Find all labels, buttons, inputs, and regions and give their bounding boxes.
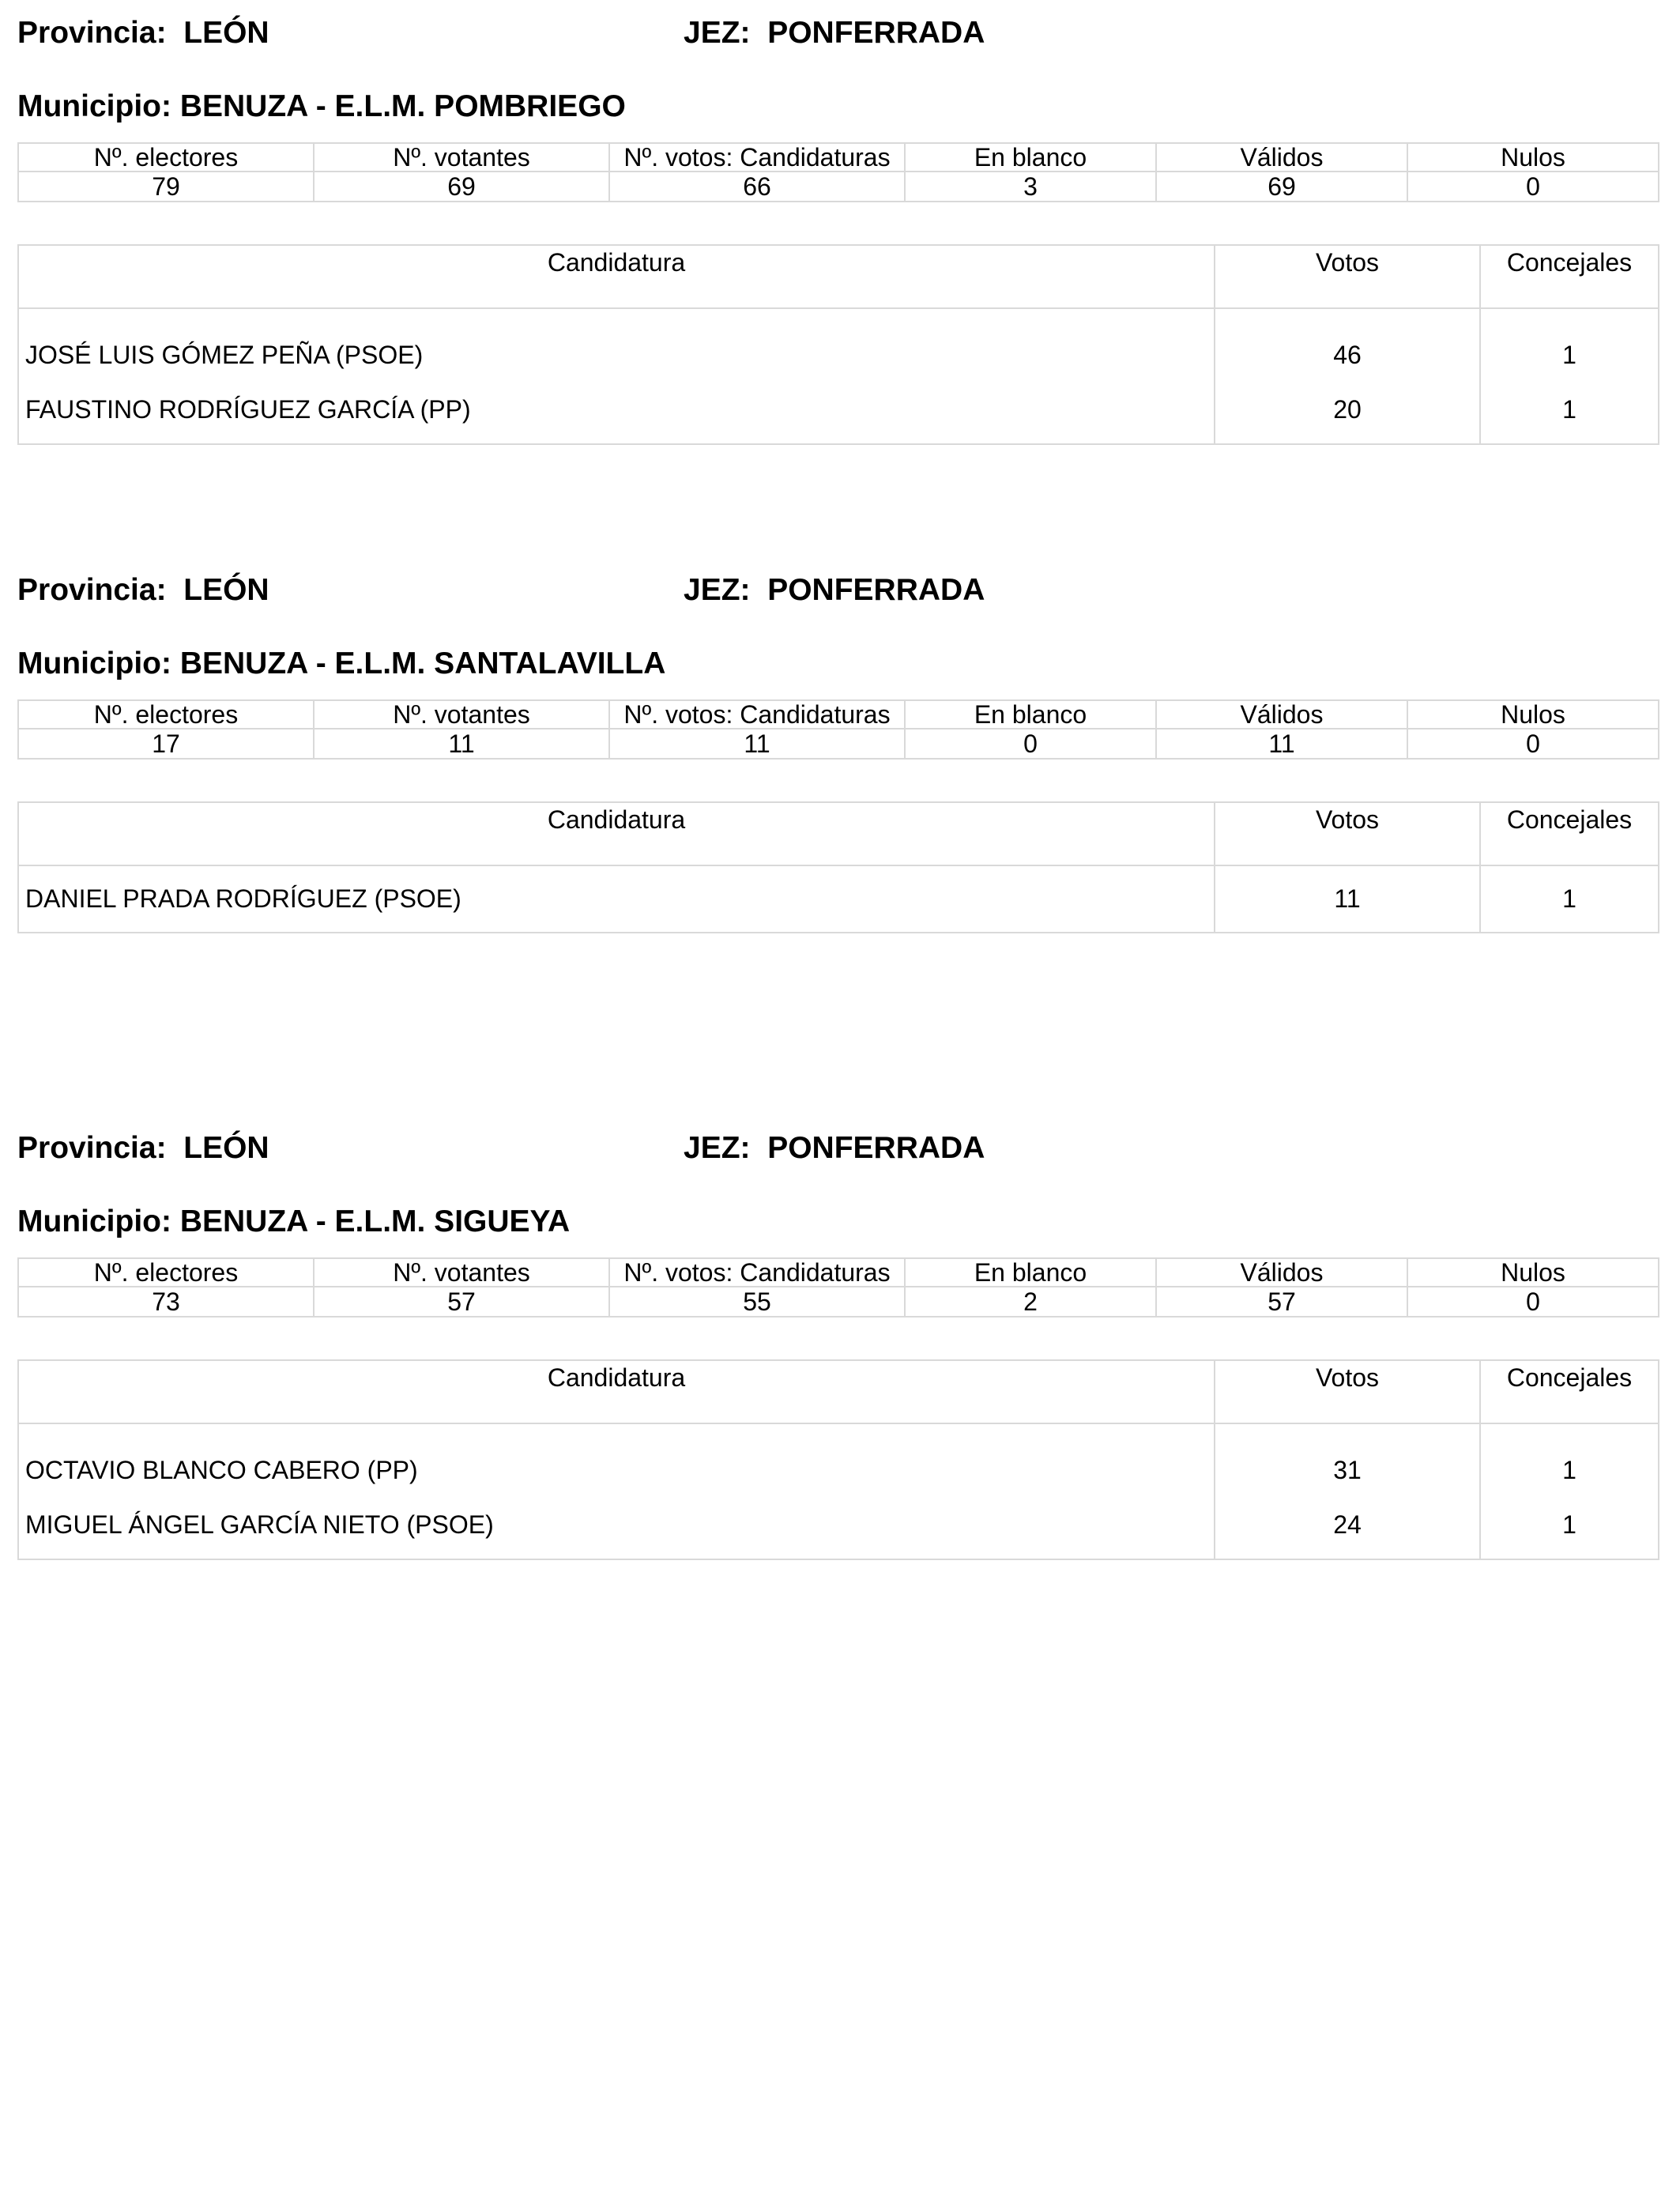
municipio-label: Municipio: xyxy=(17,1204,171,1238)
stats-header-electores: Nº. electores xyxy=(18,700,314,729)
stats-table xyxy=(17,699,1659,760)
stats-header-votantes: Nº. votantes xyxy=(314,143,609,172)
candidate-votos: 31 xyxy=(1215,1423,1480,1491)
municipio-line xyxy=(17,648,665,679)
section-header xyxy=(17,557,1658,699)
stats-value-validos: 57 xyxy=(1156,1287,1407,1317)
provincia-line xyxy=(17,1133,269,1163)
stats-value-nulos: 0 xyxy=(1407,1287,1659,1317)
stats-header-row xyxy=(18,143,1659,172)
provincia-value: LEÓN xyxy=(183,16,269,50)
stats-value-validos: 69 xyxy=(1156,172,1407,202)
stats-header-blanco: En blanco xyxy=(905,143,1156,172)
stats-value-votantes: 11 xyxy=(314,729,609,759)
stats-value-candidaturas: 66 xyxy=(609,172,905,202)
stats-header-validos: Válidos xyxy=(1156,700,1407,729)
municipio-line xyxy=(17,1206,570,1237)
candidate-name: DANIEL PRADA RODRÍGUEZ (PSOE) xyxy=(18,865,1215,933)
stats-header-votantes: Nº. votantes xyxy=(314,700,609,729)
stats-header-blanco: En blanco xyxy=(905,700,1156,729)
stats-value-nulos: 0 xyxy=(1407,172,1659,202)
section-santalavilla xyxy=(17,557,1658,913)
candidate-concejales: 1 xyxy=(1480,376,1659,444)
stats-value-electores: 79 xyxy=(18,172,314,202)
jez-label: JEZ: xyxy=(684,1131,751,1165)
stats-table xyxy=(17,1257,1659,1318)
candidate-concejales: 1 xyxy=(1480,865,1659,933)
header-votos: Votos xyxy=(1215,245,1480,308)
header-candidatura: Candidatura xyxy=(18,802,1215,865)
stats-value-nulos: 0 xyxy=(1407,729,1659,759)
header-concejales: Concejales xyxy=(1480,1360,1659,1423)
stats-header-row xyxy=(18,1258,1659,1287)
candidate-votos: 20 xyxy=(1215,376,1480,444)
stats-value-candidaturas: 55 xyxy=(609,1287,905,1317)
jez-value: PONFERRADA xyxy=(767,16,985,50)
section-pombriego xyxy=(17,0,1658,424)
stats-header-validos: Válidos xyxy=(1156,1258,1407,1287)
municipio-value: BENUZA - E.L.M. SANTALAVILLA xyxy=(179,647,666,680)
provincia-label: Provincia: xyxy=(17,16,167,50)
stats-value-votantes: 69 xyxy=(314,172,609,202)
stats-header-candidaturas: Nº. votos: Candidaturas xyxy=(609,143,905,172)
candidate-name: MIGUEL ÁNGEL GARCÍA NIETO (PSOE) xyxy=(18,1491,1215,1559)
municipio-value: BENUZA - E.L.M. SIGUEYA xyxy=(179,1204,571,1238)
candidate-name: FAUSTINO RODRÍGUEZ GARCÍA (PP) xyxy=(18,376,1215,444)
stats-header-electores: Nº. electores xyxy=(18,143,314,172)
jez-line xyxy=(684,575,985,605)
stats-value-blanco: 3 xyxy=(905,172,1156,202)
candidates-table xyxy=(17,244,1659,445)
candidate-concejales: 1 xyxy=(1480,1423,1659,1491)
jez-line xyxy=(684,17,985,48)
section-header xyxy=(17,1115,1658,1257)
stats-header-row xyxy=(18,700,1659,729)
stats-header-validos: Válidos xyxy=(1156,143,1407,172)
candidate-name: OCTAVIO BLANCO CABERO (PP) xyxy=(18,1423,1215,1491)
stats-header-blanco: En blanco xyxy=(905,1258,1156,1287)
stats-table xyxy=(17,142,1659,202)
provincia-line xyxy=(17,575,269,605)
stats-header-electores: Nº. electores xyxy=(18,1258,314,1287)
stats-value-row xyxy=(18,172,1659,202)
candidate-row xyxy=(18,865,1659,933)
candidate-votos: 46 xyxy=(1215,308,1480,376)
section-sigueya xyxy=(17,1115,1658,1539)
jez-line xyxy=(684,1133,985,1163)
section-header xyxy=(17,0,1658,142)
candidates-header-row xyxy=(18,245,1659,308)
stats-value-row xyxy=(18,729,1659,759)
stats-header-nulos: Nulos xyxy=(1407,700,1659,729)
jez-value: PONFERRADA xyxy=(767,1131,985,1165)
header-votos: Votos xyxy=(1215,802,1480,865)
candidate-row xyxy=(18,1423,1659,1491)
stats-value-blanco: 0 xyxy=(905,729,1156,759)
municipio-label: Municipio: xyxy=(17,89,171,123)
provincia-label: Provincia: xyxy=(17,1131,167,1165)
header-concejales: Concejales xyxy=(1480,802,1659,865)
candidates-table xyxy=(17,801,1659,933)
municipio-line xyxy=(17,91,626,122)
stats-header-candidaturas: Nº. votos: Candidaturas xyxy=(609,1258,905,1287)
stats-header-votantes: Nº. votantes xyxy=(314,1258,609,1287)
candidate-row xyxy=(18,376,1659,444)
municipio-label: Municipio: xyxy=(17,647,171,680)
header-candidatura: Candidatura xyxy=(18,245,1215,308)
stats-header-nulos: Nulos xyxy=(1407,143,1659,172)
provincia-label: Provincia: xyxy=(17,573,167,607)
candidate-concejales: 1 xyxy=(1480,1491,1659,1559)
stats-value-row xyxy=(18,1287,1659,1317)
municipio-value: BENUZA - E.L.M. POMBRIEGO xyxy=(179,89,626,123)
provincia-value: LEÓN xyxy=(183,1131,269,1165)
candidates-header-row xyxy=(18,802,1659,865)
header-votos: Votos xyxy=(1215,1360,1480,1423)
header-candidatura: Candidatura xyxy=(18,1360,1215,1423)
stats-value-votantes: 57 xyxy=(314,1287,609,1317)
stats-value-candidaturas: 11 xyxy=(609,729,905,759)
candidate-concejales: 1 xyxy=(1480,308,1659,376)
stats-value-validos: 11 xyxy=(1156,729,1407,759)
candidate-name: JOSÉ LUIS GÓMEZ PEÑA (PSOE) xyxy=(18,308,1215,376)
candidate-votos: 11 xyxy=(1215,865,1480,933)
stats-value-electores: 73 xyxy=(18,1287,314,1317)
jez-label: JEZ: xyxy=(684,573,751,607)
candidates-header-row xyxy=(18,1360,1659,1423)
provincia-line xyxy=(17,17,269,48)
candidate-votos: 24 xyxy=(1215,1491,1480,1559)
stats-header-nulos: Nulos xyxy=(1407,1258,1659,1287)
candidates-table xyxy=(17,1359,1659,1560)
candidate-row xyxy=(18,308,1659,376)
provincia-value: LEÓN xyxy=(183,573,269,607)
jez-label: JEZ: xyxy=(684,16,751,50)
stats-header-candidaturas: Nº. votos: Candidaturas xyxy=(609,700,905,729)
stats-value-electores: 17 xyxy=(18,729,314,759)
header-concejales: Concejales xyxy=(1480,245,1659,308)
candidate-row xyxy=(18,1491,1659,1559)
jez-value: PONFERRADA xyxy=(767,573,985,607)
stats-value-blanco: 2 xyxy=(905,1287,1156,1317)
